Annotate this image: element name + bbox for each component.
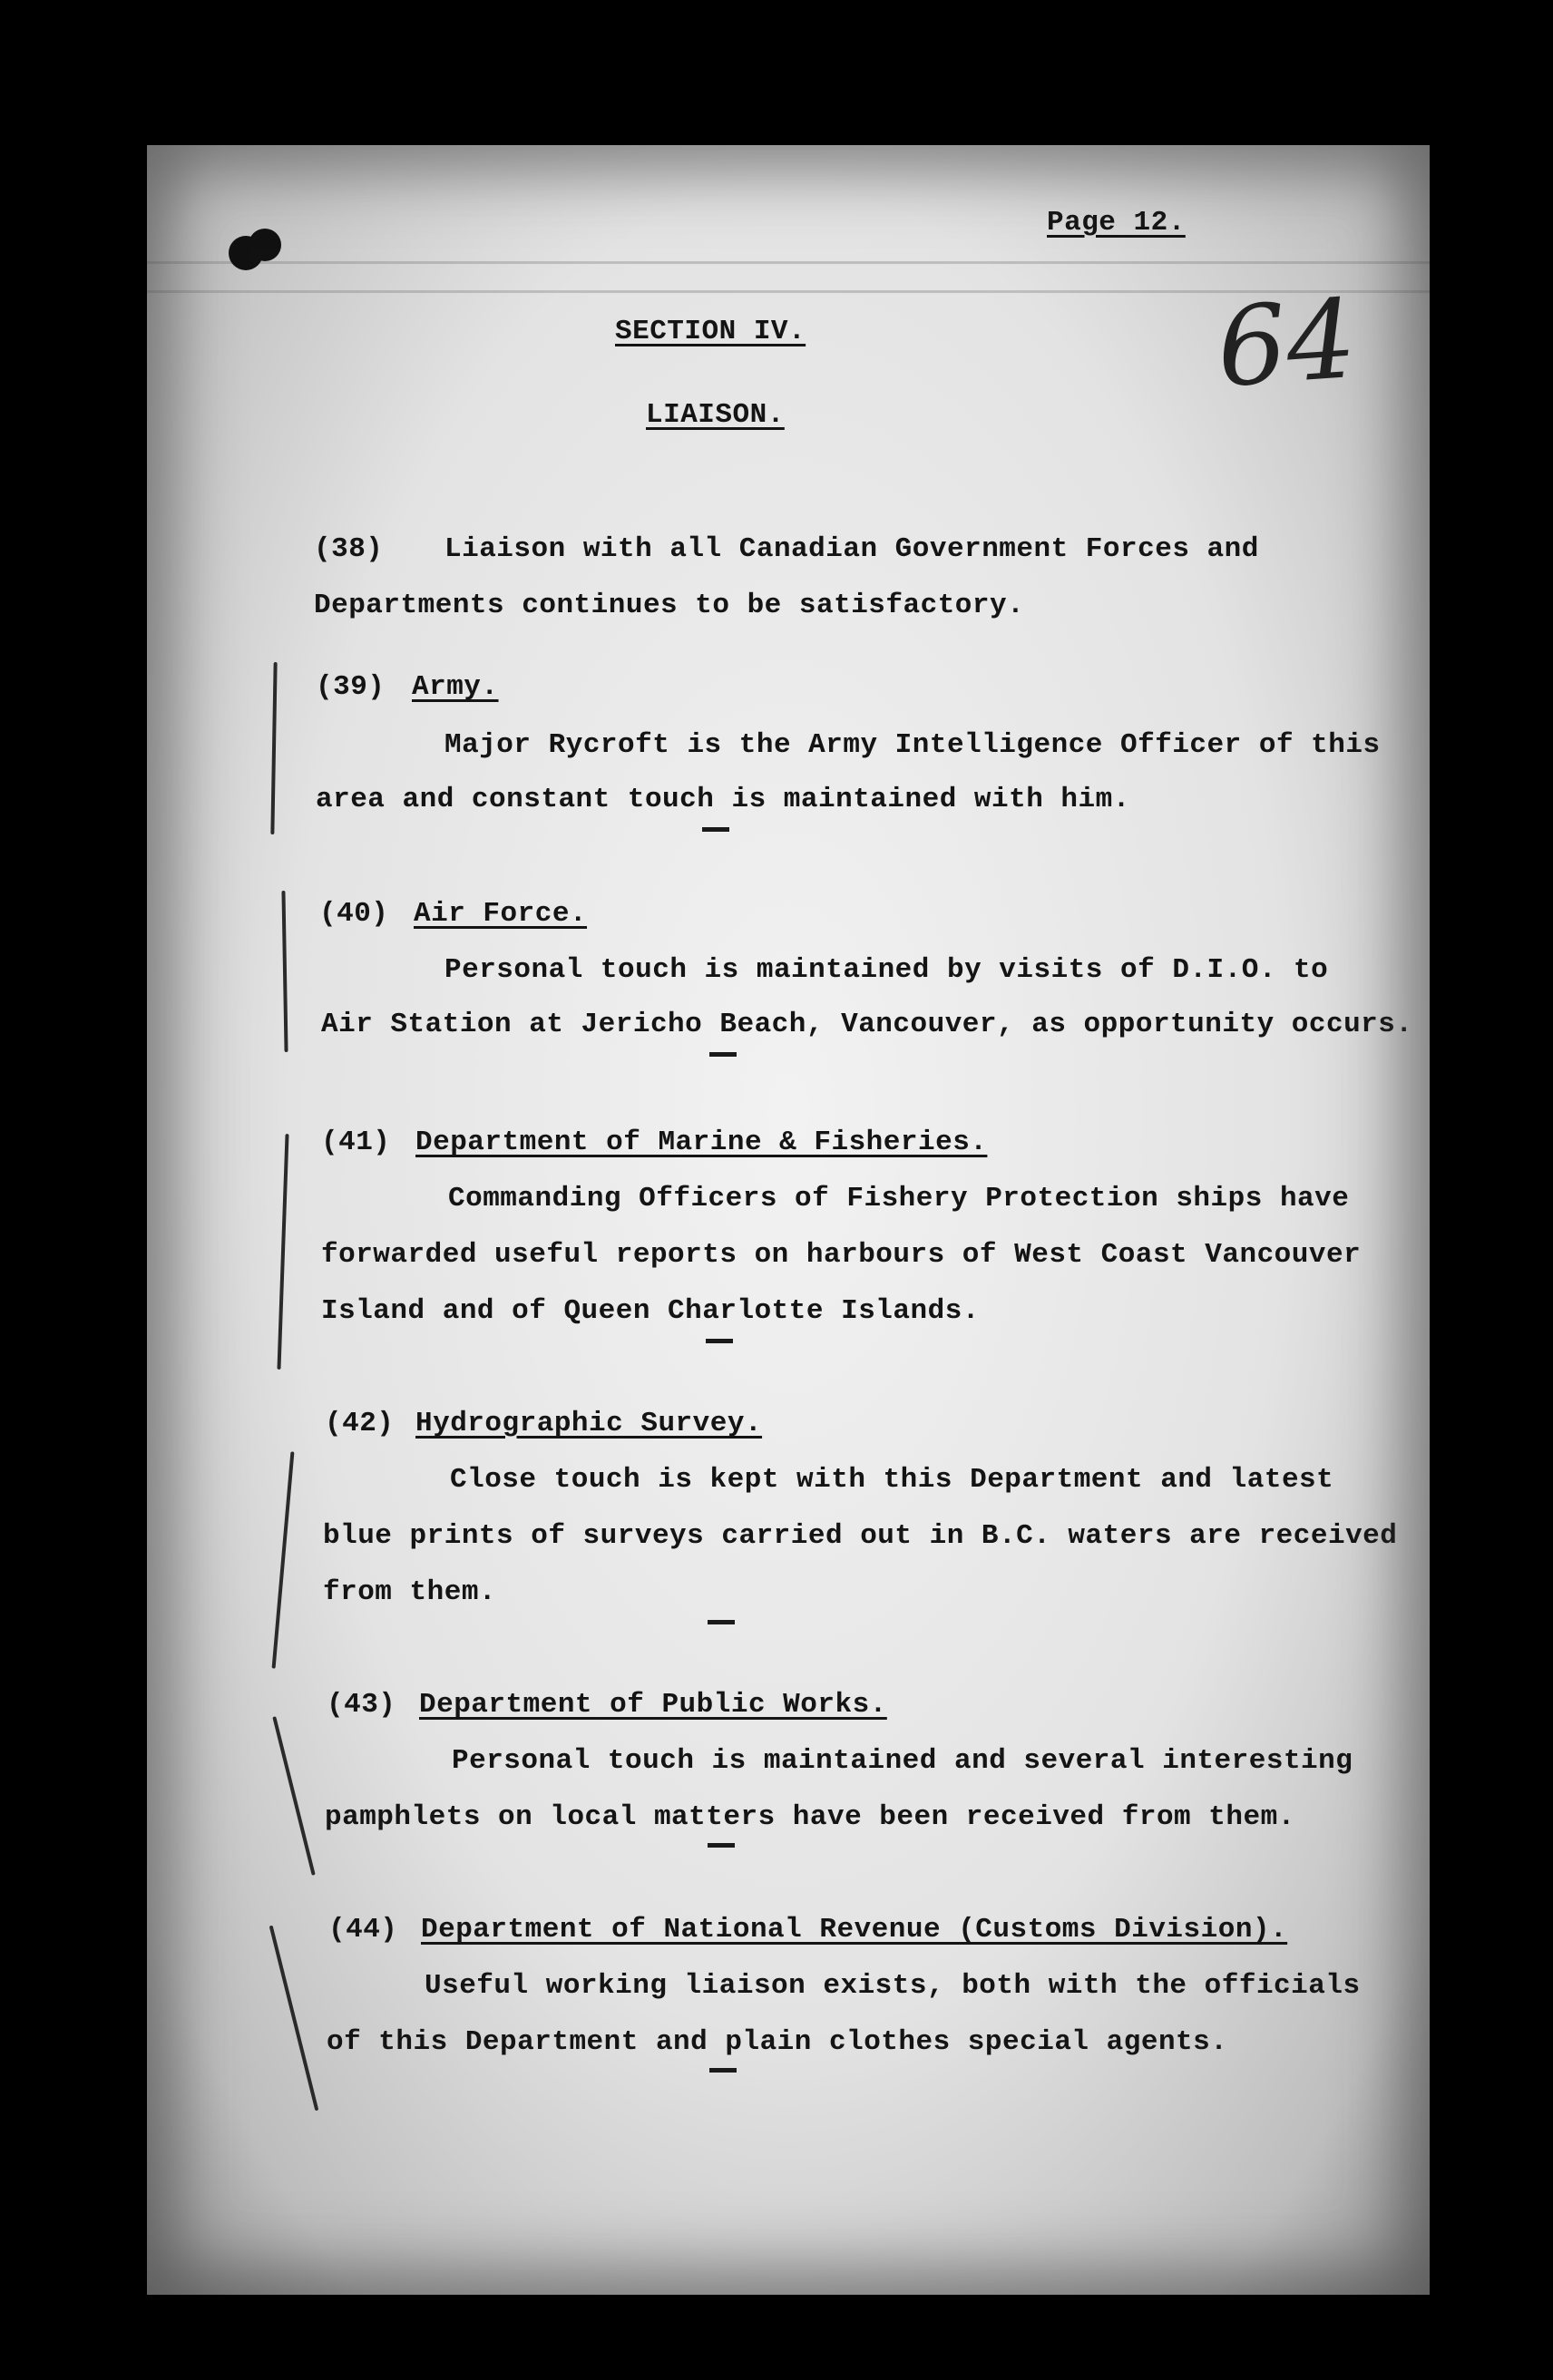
para-line: Commanding Officers of Fishery Protection ships have	[448, 1183, 1350, 1214]
para-number: (39)	[316, 671, 386, 703]
para-heading: Department of Public Works.	[419, 1689, 887, 1721]
margin-mark	[272, 1716, 315, 1876]
para-line: blue prints of surveys carried out in B.C. waters are received	[323, 1520, 1398, 1552]
margin-mark	[277, 1134, 288, 1370]
para-line: Useful working liaison exists, both with the officials	[425, 1970, 1361, 2002]
margin-mark	[269, 1926, 319, 2112]
para-heading: Air Force.	[414, 898, 588, 930]
page-number: Page 12.	[1047, 207, 1186, 239]
para-heading: Department of National Revenue (Customs Division).	[421, 1914, 1288, 1946]
underline-dash	[708, 1620, 735, 1624]
para-heading: Department of Marine & Fisheries.	[415, 1127, 988, 1158]
section-subtitle: LIAISON.	[646, 399, 785, 431]
para-heading: Army.	[412, 671, 499, 703]
margin-mark	[281, 891, 288, 1052]
scan-line	[147, 261, 1430, 264]
punch-hole	[249, 229, 281, 261]
para-number: (42)	[325, 1408, 395, 1439]
para-line: pamphlets on local matters have been received from them.	[325, 1801, 1295, 1833]
para-line: from them.	[323, 1576, 497, 1608]
para-line: of this Department and plain clothes special agents.	[327, 2026, 1228, 2058]
para-line: Personal touch is maintained and several interesting	[452, 1745, 1353, 1777]
underline-dash	[708, 1843, 735, 1848]
para-line: Air Station at Jericho Beach, Vancouver, as opportunity occurs.	[321, 1009, 1413, 1040]
underline-dash	[702, 827, 729, 832]
para-line: Personal touch is maintained by visits of D.I.O. to	[444, 954, 1329, 986]
para-line: Major Rycroft is the Army Intelligence Officer of this	[444, 729, 1381, 761]
para-line: forwarded useful reports on harbours of West Coast Vancouver	[321, 1239, 1362, 1271]
para-heading: Hydrographic Survey.	[415, 1408, 763, 1439]
para-line: area and constant touch is maintained with him.	[316, 784, 1130, 815]
para-line: Island and of Queen Charlotte Islands.	[321, 1295, 980, 1327]
document-page	[147, 145, 1430, 2295]
para-number: (43)	[327, 1689, 396, 1721]
para-number: (40)	[319, 898, 389, 930]
para-line: Close touch is kept with this Department and latest	[450, 1464, 1334, 1496]
handwritten-folio: 64	[1213, 276, 1361, 413]
underline-dash	[709, 2068, 737, 2073]
para-number: (38)	[314, 533, 384, 565]
para-line: Liaison with all Canadian Government Forces and	[444, 533, 1259, 565]
margin-mark	[272, 1451, 295, 1668]
para-line: Departments continues to be satisfactory.	[314, 590, 1025, 621]
para-number: (41)	[321, 1127, 391, 1158]
underline-dash	[706, 1339, 733, 1343]
underline-dash	[709, 1052, 737, 1057]
para-number: (44)	[328, 1914, 398, 1946]
margin-mark	[270, 662, 277, 834]
section-title: SECTION IV.	[615, 316, 806, 347]
